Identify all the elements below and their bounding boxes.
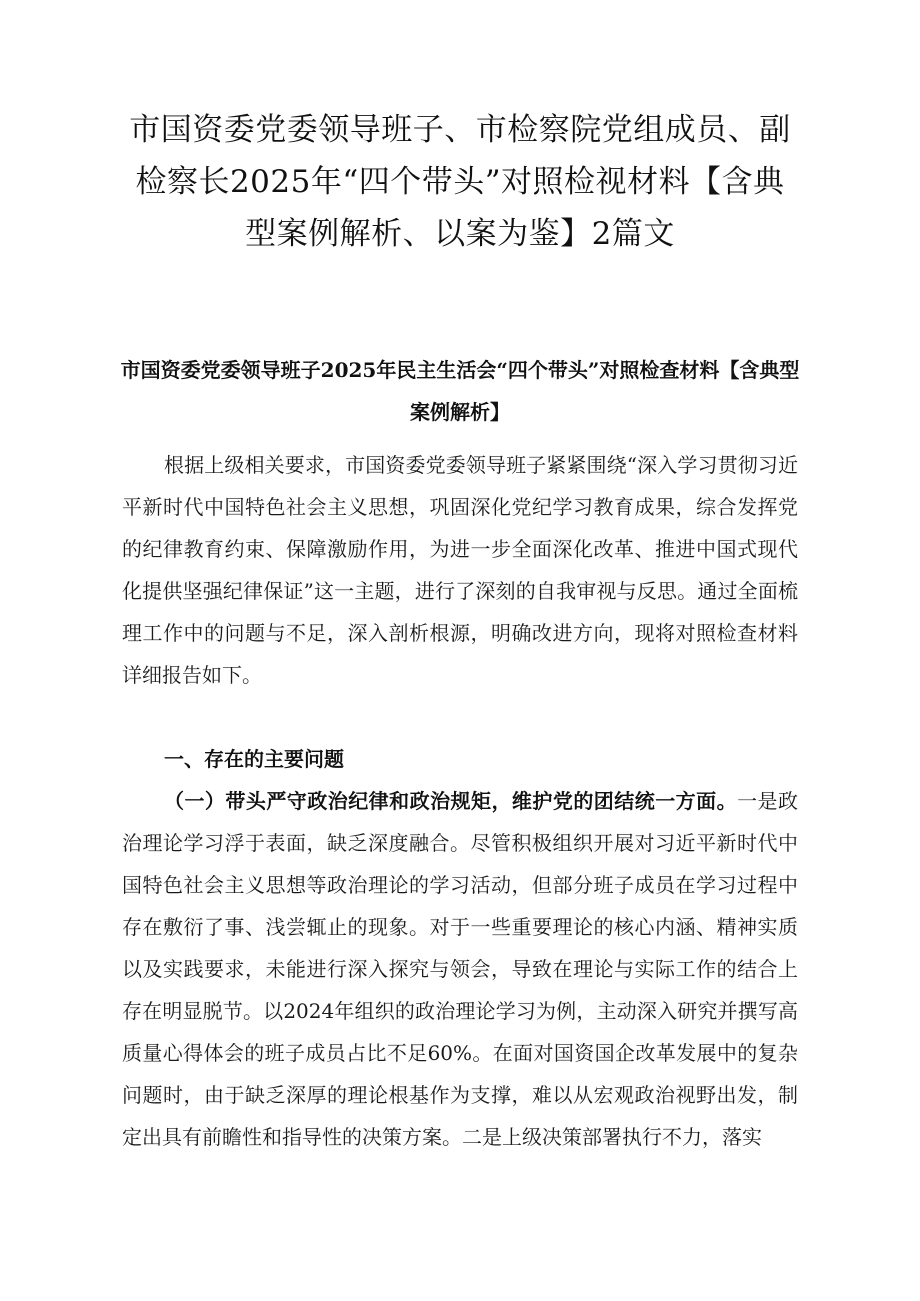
section-heading: 一、存在的主要问题 xyxy=(164,747,344,771)
intro-paragraph: 根据上级相关要求，市国资委党委领导班子紧紧围绕“深入学习贯彻习近平新时代中国特色社会主义思想，巩固深化党纪学习教育成果，综合发挥党的纪律教育约束、保障激励作用，为进一步全面深化改革、推进中国式现代化提供坚强纪律保证”这一主题，进行了深刻的自我审视与反思。通过全面梳理工作中的问题与不足，深入剖析根源，明确改进方向，现将对照检查材料详细报告如下。 xyxy=(122,453,798,687)
problem-lead: （一）带头严守政治纪律和政治规矩，维护党的团结统一方面。 xyxy=(164,789,738,813)
problem-text: 一是政治理论学习浮于表面，缺乏深度融合。尽管积极组织开展对习近平新时代中国特色社会主义思想等政治理论的学习活动，但部分班子成员在学习过程中存在敷衍了事、浅尝辄止的现象。对于一些重要理论的核心内涵、精神实质以及实践要求，未能进行深入探究与领会，导致在理论与实际工作的结合上存在明显脱节。以2024年组织的政治理论学习为例，主动深入研究并撰写高质量心得体会的班子成员占比不足60%。在面对国资国企改革发展中的复杂问题时，由于缺乏深厚的理论根基作为支撑，难以从宏观政治视野出发，制定出具有前瞻性和指导性的决策方案。二是上级决策部署执行不力，落实 xyxy=(122,789,799,1149)
document-title: 市国资委党委领导班子、市检察院党组成员、副检察长2025年“四个带头”对照检视材料【含典型案例解析、以案为鉴】2篇文 xyxy=(129,112,791,252)
problem-paragraph xyxy=(122,780,798,1158)
document-subtitle: 市国资委党委领导班子2025年民主生活会“四个带头”对照检查材料【含典型案例解析】 xyxy=(120,358,800,424)
